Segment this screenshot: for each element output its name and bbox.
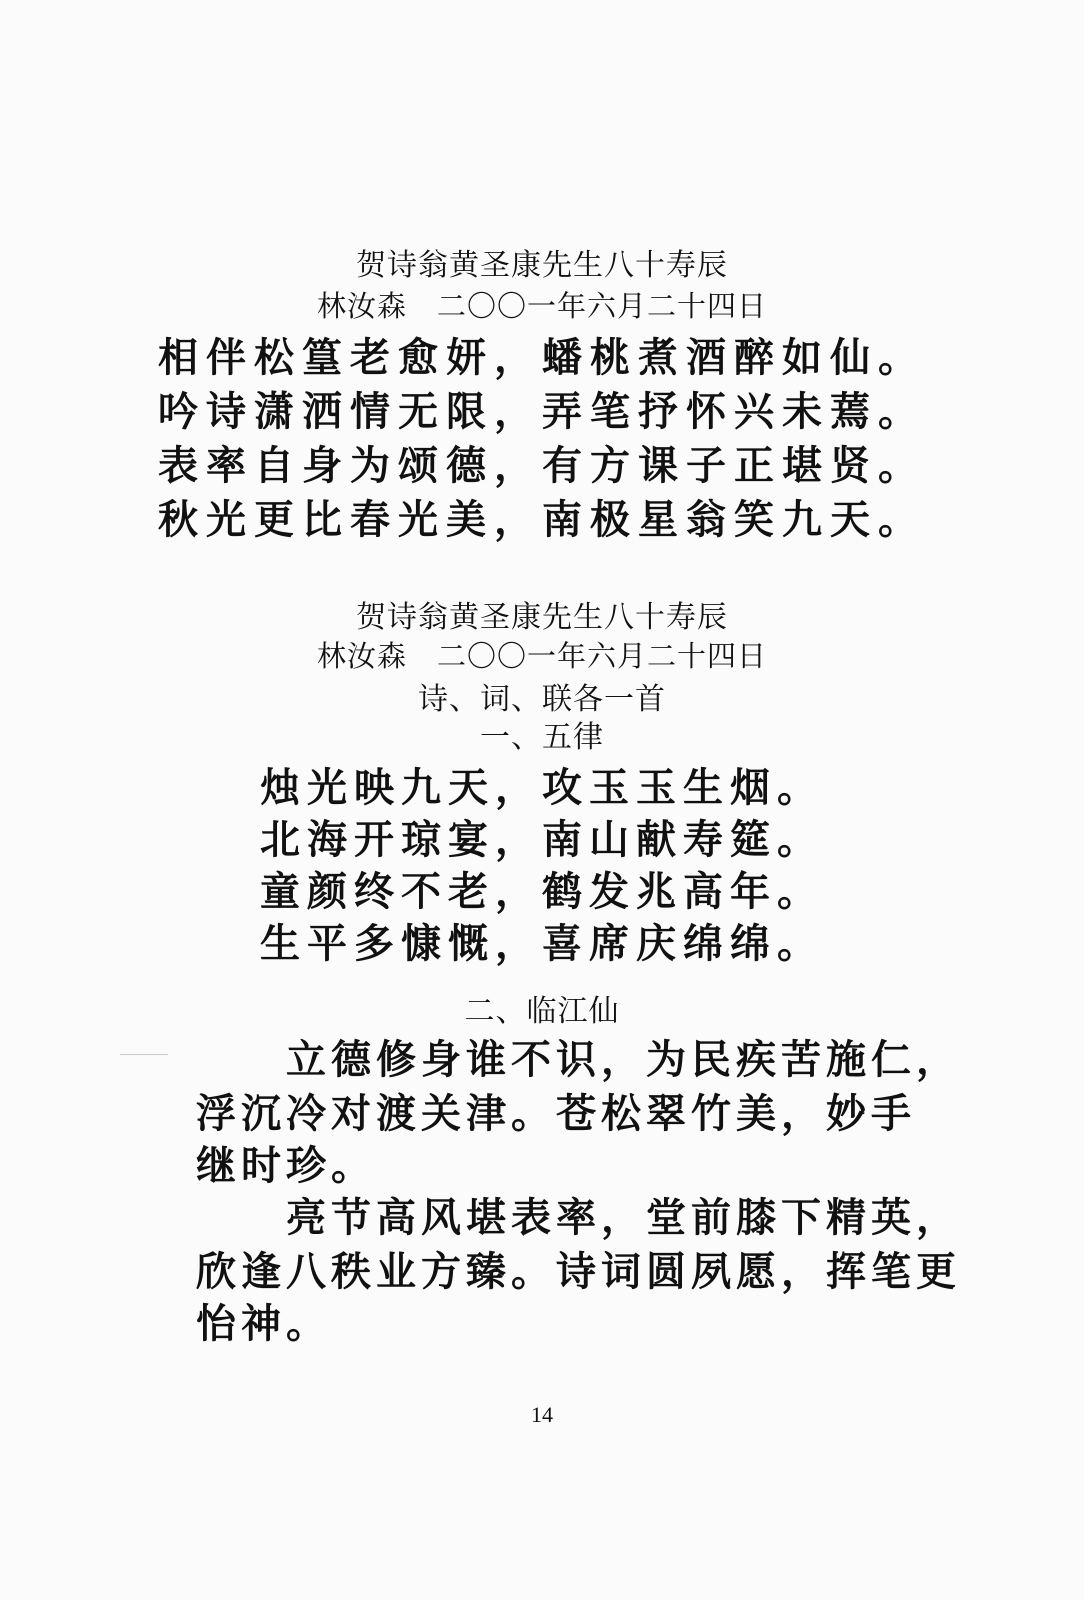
section1-line-1: 烛光映九天，攻玉玉生烟。 (260, 765, 824, 811)
poem1-title: 贺诗翁黄圣康先生八十寿辰 (356, 248, 728, 283)
poem2-title: 贺诗翁黄圣康先生八十寿辰 (356, 600, 728, 635)
section2-heading: 二、临江仙 (464, 994, 620, 1029)
poem1-author-line: 林汝森 二〇〇一年六月二十四日 (316, 289, 767, 323)
poem1-line-1: 相伴松篁老愈妍，蟠桃煮酒醉如仙。 (158, 335, 926, 381)
section2-line-4: 亮节高风堪表率，堂前膝下精英， (196, 1195, 961, 1241)
poem2-author-line: 林汝森 二〇〇一年六月二十四日 (316, 639, 767, 673)
section2-line-6: 怡神。 (196, 1301, 331, 1347)
poem1-line-3: 表率自身为颂德，有方课子正堪贤。 (158, 443, 926, 489)
section2-line-1: 立德修身谁不识，为民疾苦施仁， (196, 1037, 961, 1083)
page-number: 14 (531, 1402, 553, 1427)
section2-line-3: 继时珍。 (196, 1143, 376, 1189)
section2-line-2: 浮沉冷对渡关津。苍松翠竹美，妙手 (196, 1091, 916, 1137)
section1-line-3: 童颜终不老，鹤发兆高年。 (260, 869, 824, 915)
section1-heading: 一、五律 (480, 720, 604, 755)
poem1-line-4: 秋光更比春光美，南极星翁笑九天。 (158, 497, 926, 543)
poem2-subtitle: 诗、词、联各一首 (418, 682, 666, 717)
poem1-line-2: 吟诗潇洒情无限，弄笔抒怀兴未蔫。 (158, 389, 926, 435)
section1-line-2: 北海开琼宴，南山献寿筵。 (260, 817, 824, 863)
scan-mark (120, 1054, 168, 1055)
section2-line-5: 欣逢八秩业方臻。诗词圆夙愿，挥笔更 (196, 1249, 961, 1295)
section1-line-4: 生平多慷慨，喜席庆绵绵。 (260, 921, 824, 967)
